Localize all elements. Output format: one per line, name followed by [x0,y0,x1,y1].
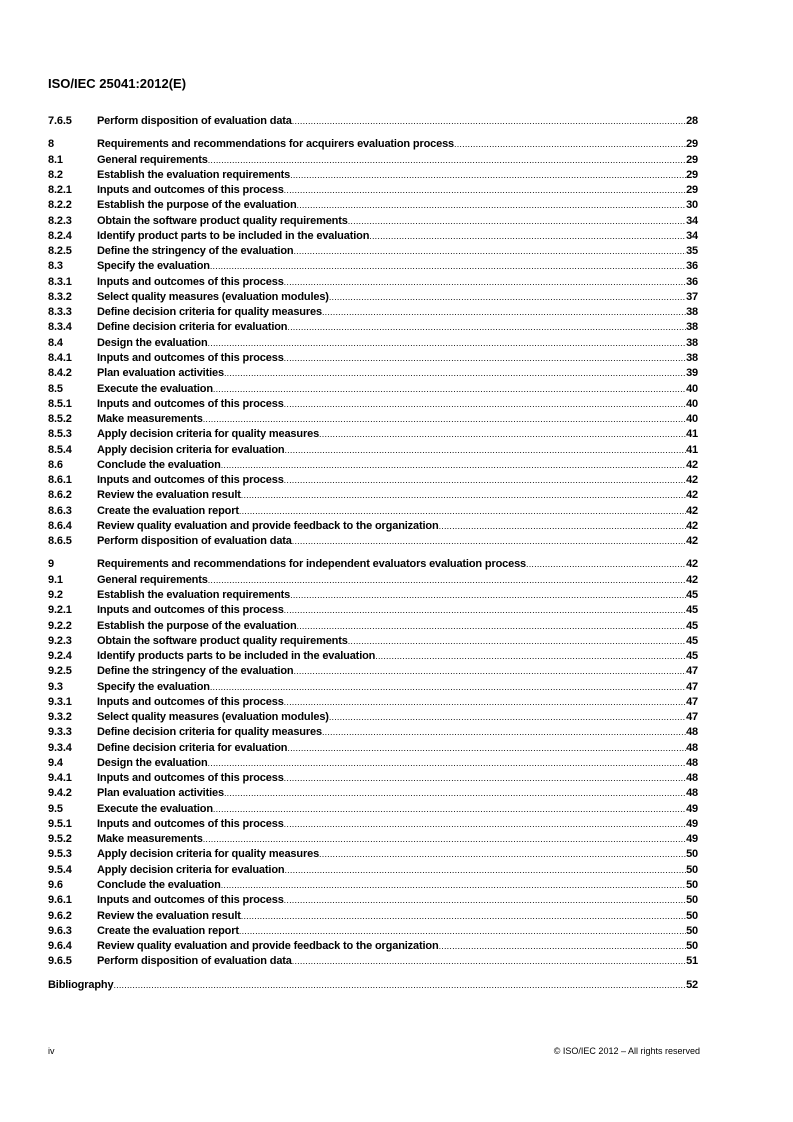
toc-entry[interactable] [48,137,698,152]
dot-leader [208,573,686,588]
dot-leader [210,680,686,695]
toc-entry-number: 9.2.4 [48,650,72,663]
toc-entry-number: 8.5.4 [48,443,72,456]
toc-entry-page: 42 [686,558,698,571]
toc-entry-number: 8.2.1 [48,184,72,197]
toc-entry-page: 45 [686,650,698,663]
toc-entry-page: 42 [686,573,698,586]
toc-entry[interactable] [48,275,698,290]
toc-entry-title: Design the evaluation [97,336,208,349]
dot-leader [208,153,686,168]
toc-entry-title: Inputs and outcomes of this process [97,397,284,410]
toc-entry-number: 8 [48,138,54,151]
toc-entry[interactable] [48,214,698,229]
toc-entry[interactable] [48,664,698,679]
toc-entry-page: 40 [686,382,698,395]
toc-entry-number: 8.5.1 [48,397,72,410]
dot-leader [224,366,686,381]
toc-entry-number: 8.3.2 [48,290,72,303]
toc-entry-page: 47 [686,665,698,678]
toc-entry-title: Obtain the software product quality requirements [97,634,348,647]
toc-entry[interactable] [48,649,698,664]
toc-entry-page: 48 [686,787,698,800]
toc-entry-title: Conclude the evaluation [97,458,221,471]
dot-leader [375,649,686,664]
toc-entry-title: Inputs and outcomes of this process [97,817,284,830]
toc-entry-number: 8.4.1 [48,351,72,364]
toc-entry[interactable] [48,832,698,847]
toc-entry[interactable] [48,244,698,259]
dot-leader [290,588,686,603]
toc-entry-title: Create the evaluation report [97,924,239,937]
dot-leader [284,397,686,412]
toc-entry[interactable] [48,893,698,908]
toc-entry-number: 9.4 [48,756,63,769]
toc-entry[interactable] [48,504,698,519]
toc-entry-title: Define the stringency of the evaluation [97,665,294,678]
toc-entry-title: Create the evaluation report [97,504,239,517]
toc-entry[interactable] [48,573,698,588]
toc-entry-number: 9.6.5 [48,955,72,968]
toc-entry[interactable] [48,710,698,725]
toc-entry-page: 47 [686,695,698,708]
toc-entry-title: Design the evaluation [97,756,208,769]
toc-entry[interactable] [48,978,698,993]
dot-leader [287,741,686,756]
toc-entry[interactable] [48,847,698,862]
toc-entry-number: 9.2.1 [48,604,72,617]
dot-leader [292,534,686,549]
toc-entry-page: 28 [686,115,698,127]
toc-entry[interactable] [48,198,698,213]
dot-leader [210,259,686,274]
toc-entry[interactable] [48,939,698,954]
dot-leader [369,229,686,244]
toc-entry-title: Review the evaluation result [97,489,241,502]
toc-entry[interactable] [48,741,698,756]
dot-leader [239,924,686,939]
toc-entry-number: 8.5.2 [48,413,72,426]
toc-entry-title: Inputs and outcomes of this process [97,604,284,617]
toc-entry-number: 8.6.1 [48,474,72,487]
dot-leader [203,412,686,427]
dot-leader [213,382,686,397]
dot-leader [284,183,686,198]
toc-entry-title: Apply decision criteria for quality measures [97,848,320,861]
dot-leader [284,473,686,488]
toc-entry[interactable] [48,534,698,549]
toc-entry-title: Establish the purpose of the evaluation [97,619,297,632]
toc-entry-page: 39 [686,367,698,380]
toc-entry-title: Select quality measures (evaluation modules) [97,711,329,724]
toc-entry-page: 29 [686,168,698,181]
toc-entry-page: 50 [686,879,698,892]
toc-entry-title: Review quality evaluation and provide feedback to the organization [97,940,439,953]
toc-entry[interactable] [48,878,698,893]
toc-entry-number: 8.2 [48,168,63,181]
dot-leader [208,336,687,351]
toc-entry-title: Establish the evaluation requirements [97,168,291,181]
toc-entry-title: Conclude the evaluation [97,879,221,892]
toc-group [48,137,698,549]
toc-entry-number: 7.6.5 [48,115,72,127]
toc-entry-page: 40 [686,397,698,410]
toc-entry-page: 50 [686,940,698,953]
toc-entry-title: Inputs and outcomes of this process [97,184,284,197]
dot-leader [293,664,686,679]
toc-entry-number: 8.4.2 [48,367,72,380]
toc-entry-title: Identify product parts to be included in the evaluation [97,229,370,242]
toc-entry[interactable] [48,802,698,817]
dot-leader [329,290,686,305]
toc-entry[interactable] [48,756,698,771]
toc-entry[interactable] [48,519,698,534]
toc-entry-page: 47 [686,711,698,724]
toc-entry[interactable] [48,259,698,274]
toc-entry[interactable] [48,305,698,320]
dot-leader [297,619,687,634]
toc-entry[interactable] [48,290,698,305]
toc-entry-page: 38 [686,351,698,364]
toc-entry[interactable] [48,924,698,939]
toc-entry-number: 8.6 [48,458,63,471]
toc-entry[interactable] [48,427,698,442]
dot-leader [439,939,687,954]
toc-entry-number: 9 [48,558,54,571]
dot-leader [454,137,686,152]
toc-entry-title: Inputs and outcomes of this process [97,275,284,288]
toc-entry-title: Inputs and outcomes of this process [97,474,284,487]
toc-entry[interactable] [48,412,698,427]
toc-entry[interactable] [48,695,698,710]
toc-entry-title: Select quality measures (evaluation modules) [97,290,329,303]
toc-entry-title: General requirements [97,573,208,586]
page-number: iv [48,1046,55,1056]
toc-entry-number: 9.6 [48,879,63,892]
toc-entry-title: Apply decision criteria for evaluation [97,863,285,876]
toc-entry-title: Requirements and recommendations for independent evaluators evaluation process [97,558,527,571]
toc-entry-title: Apply decision criteria for evaluation [97,443,285,456]
toc-entry-page: 29 [686,138,698,151]
toc-entry[interactable] [48,771,698,786]
toc-entry-title: Inputs and outcomes of this process [97,695,284,708]
dot-leader [221,458,686,473]
toc-entry-page: 29 [686,184,698,197]
toc-entry-page: 50 [686,848,698,861]
dot-leader [284,863,686,878]
toc-group [48,557,698,969]
toc-entry[interactable] [48,366,698,381]
dot-leader [319,427,686,442]
toc-entry-number: 9.2.5 [48,665,72,678]
toc-entry-number: 8.3.1 [48,275,72,288]
toc-entry-number: 8.5.3 [48,428,72,441]
toc-entry[interactable] [48,114,698,129]
toc-entry-title: Apply decision criteria for quality measures [97,428,320,441]
dot-leader [292,954,686,969]
dot-leader [284,351,686,366]
toc-entry-title: Define decision criteria for evaluation [97,321,288,334]
toc-entry[interactable] [48,725,698,740]
toc-entry-number: 8.2.4 [48,229,72,242]
dot-leader [284,443,686,458]
toc-entry-page: 45 [686,588,698,601]
toc-entry-page: 34 [686,229,698,242]
toc-entry[interactable] [48,183,698,198]
toc-entry-number: 9.2.3 [48,634,72,647]
dot-leader [284,893,686,908]
toc-entry-page: 48 [686,756,698,769]
dot-leader [292,114,686,129]
toc-entry[interactable] [48,588,698,603]
toc-entry-title: Review quality evaluation and provide feedback to the organization [97,519,439,532]
toc-entry-page: 38 [686,306,698,319]
toc-entry-number: 8.2.2 [48,199,72,212]
dot-leader [284,603,686,618]
toc-entry-number: 8.6.5 [48,535,72,548]
dot-leader [224,786,686,801]
toc-entry-title: Review the evaluation result [97,909,241,922]
toc-entry-number: 8.3 [48,260,63,273]
toc-entry[interactable] [48,153,698,168]
toc-entry-number: 9.6.3 [48,924,72,937]
toc-entry-number: 9.1 [48,573,63,586]
toc-entry-page: 52 [686,978,698,991]
toc-entry[interactable] [48,680,698,695]
toc-entry[interactable] [48,488,698,503]
dot-leader [290,168,686,183]
toc-entry-page: 38 [686,321,698,334]
dot-leader [203,832,686,847]
toc-entry-page: 45 [686,604,698,617]
toc-entry[interactable] [48,397,698,412]
toc-group [48,978,698,993]
toc-entry-number: 9.2 [48,588,63,601]
dot-leader [297,198,687,213]
toc-entry-number: 8.4 [48,336,63,349]
toc-entry[interactable] [48,557,698,572]
toc-entry-title: Plan evaluation activities [97,367,224,380]
dot-leader [348,634,686,649]
toc-entry-page: 47 [686,680,698,693]
toc-entry[interactable] [48,458,698,473]
toc-entry-page: 51 [686,955,698,968]
toc-entry-title: Identify products parts to be included in the evaluation [97,650,376,663]
toc-entry-page: 45 [686,619,698,632]
toc-entry[interactable] [48,336,698,351]
toc-entry-number: 8.6.2 [48,489,72,502]
toc-entry-number: 9.5.3 [48,848,72,861]
document-header: ISO/IEC 25041:2012(E) [48,76,187,91]
toc-entry-title: Define decision criteria for evaluation [97,741,288,754]
page-footer [48,1046,700,1056]
dot-leader [322,725,686,740]
dot-leader [287,320,686,335]
toc-entry-number: 9.5.4 [48,863,72,876]
dot-leader [439,519,687,534]
toc-entry-number: 8.3.4 [48,321,72,334]
dot-leader [322,305,686,320]
toc-entry-page: 37 [686,290,698,303]
toc-entry-page: 36 [686,275,698,288]
toc-entry-page: 42 [686,535,698,548]
toc-entry-page: 29 [686,153,698,166]
toc-entry-title: Make measurements [97,833,203,846]
toc-entry[interactable] [48,229,698,244]
toc-entry[interactable] [48,634,698,649]
dot-leader [284,771,686,786]
toc-entry-page: 41 [686,443,698,456]
toc-entry-page: 30 [686,199,698,212]
toc-entry[interactable] [48,603,698,618]
toc-entry-number: 9.6.2 [48,909,72,922]
toc-entry-title: General requirements [97,153,208,166]
toc-entry[interactable] [48,443,698,458]
toc-entry-page: 38 [686,336,698,349]
toc-entry-title: Make measurements [97,413,203,426]
toc-entry-number: 9.3.3 [48,726,72,739]
toc-entry-number: 9.3.2 [48,711,72,724]
toc-entry-page: 50 [686,924,698,937]
toc-entry-number: 9.5 [48,802,63,815]
dot-leader [284,817,686,832]
toc-entry-number: 8.1 [48,153,63,166]
toc-entry-number: 9.5.1 [48,817,72,830]
toc-entry-page: 49 [686,817,698,830]
toc-entry-title: Define the stringency of the evaluation [97,245,294,258]
toc-entry-number: 9.6.1 [48,894,72,907]
toc-entry-title: Establish the purpose of the evaluation [97,199,297,212]
toc-entry-page: 41 [686,428,698,441]
dot-leader [113,978,686,993]
toc-entry-title: Execute the evaluation [97,382,213,395]
dot-leader [293,244,686,259]
toc-entry[interactable] [48,320,698,335]
toc-group [48,114,698,129]
toc-entry-number: 8.2.5 [48,245,72,258]
copyright-notice: © ISO/IEC 2012 – All rights reserved [553,1046,700,1056]
dot-leader [213,802,686,817]
toc-entry[interactable] [48,909,698,924]
toc-entry-page: 50 [686,863,698,876]
toc-entry-page: 42 [686,519,698,532]
toc-entry-page: 48 [686,772,698,785]
toc-entry-number: 9.2.2 [48,619,72,632]
toc-entry-title: Plan evaluation activities [97,787,224,800]
toc-entry-number: 9.6.4 [48,940,72,953]
toc-entry[interactable] [48,786,698,801]
toc-entry-title: Execute the evaluation [97,802,213,815]
toc-entry-title: Inputs and outcomes of this process [97,351,284,364]
toc-entry-title: Specify the evaluation [97,680,210,693]
dot-leader [284,695,686,710]
toc-entry-page: 42 [686,489,698,502]
toc-entry-number: 8.2.3 [48,214,72,227]
toc-entry-page: 45 [686,634,698,647]
toc-entry[interactable] [48,473,698,488]
toc-entry[interactable] [48,351,698,366]
toc-entry-page: 50 [686,894,698,907]
toc-entry-number: 9.3.4 [48,741,72,754]
dot-leader [221,878,686,893]
toc-entry-number: 9.3.1 [48,695,72,708]
dot-leader [284,275,686,290]
dot-leader [208,756,687,771]
toc-entry-page: 35 [686,245,698,258]
toc-entry-title: Perform disposition of evaluation data [97,535,292,548]
toc-entry-title: Perform disposition of evaluation data [97,115,292,127]
toc-entry-number: 8.6.4 [48,519,72,532]
dot-leader [526,557,686,572]
table-of-contents [48,114,698,1001]
toc-entry-number: 8.3.3 [48,306,72,319]
dot-leader [241,909,686,924]
toc-entry-title: Perform disposition of evaluation data [97,955,292,968]
toc-entry-number: 9.3 [48,680,63,693]
toc-entry-page: 48 [686,741,698,754]
dot-leader [241,488,686,503]
dot-leader [329,710,686,725]
toc-entry-page: 42 [686,458,698,471]
toc-entry-page: 34 [686,214,698,227]
toc-entry-title: Requirements and recommendations for acquirers evaluation process [97,138,455,151]
toc-entry-page: 42 [686,474,698,487]
toc-entry[interactable] [48,619,698,634]
dot-leader [348,214,686,229]
toc-entry-title: Establish the evaluation requirements [97,588,291,601]
toc-entry-page: 50 [686,909,698,922]
toc-entry[interactable] [48,954,698,969]
toc-entry-number: 9.5.2 [48,833,72,846]
toc-entry-title: Bibliography [48,978,114,991]
toc-entry-title: Obtain the software product quality requirements [97,214,348,227]
toc-entry-title: Define decision criteria for quality measures [97,726,322,739]
toc-entry[interactable] [48,168,698,183]
toc-entry-number: 8.5 [48,382,63,395]
toc-entry-page: 49 [686,802,698,815]
toc-entry-title: Specify the evaluation [97,260,210,273]
toc-entry-page: 49 [686,833,698,846]
toc-entry-title: Define decision criteria for quality measures [97,306,322,319]
toc-entry-title: Inputs and outcomes of this process [97,894,284,907]
toc-entry-page: 48 [686,726,698,739]
toc-entry-title: Inputs and outcomes of this process [97,772,284,785]
dot-leader [239,504,686,519]
dot-leader [319,847,686,862]
toc-entry-page: 36 [686,260,698,273]
toc-entry-page: 40 [686,413,698,426]
toc-entry-number: 9.4.2 [48,787,72,800]
toc-entry[interactable] [48,817,698,832]
toc-entry-page: 42 [686,504,698,517]
toc-entry-number: 9.4.1 [48,772,72,785]
toc-entry[interactable] [48,863,698,878]
toc-entry[interactable] [48,382,698,397]
toc-entry-number: 8.6.3 [48,504,72,517]
